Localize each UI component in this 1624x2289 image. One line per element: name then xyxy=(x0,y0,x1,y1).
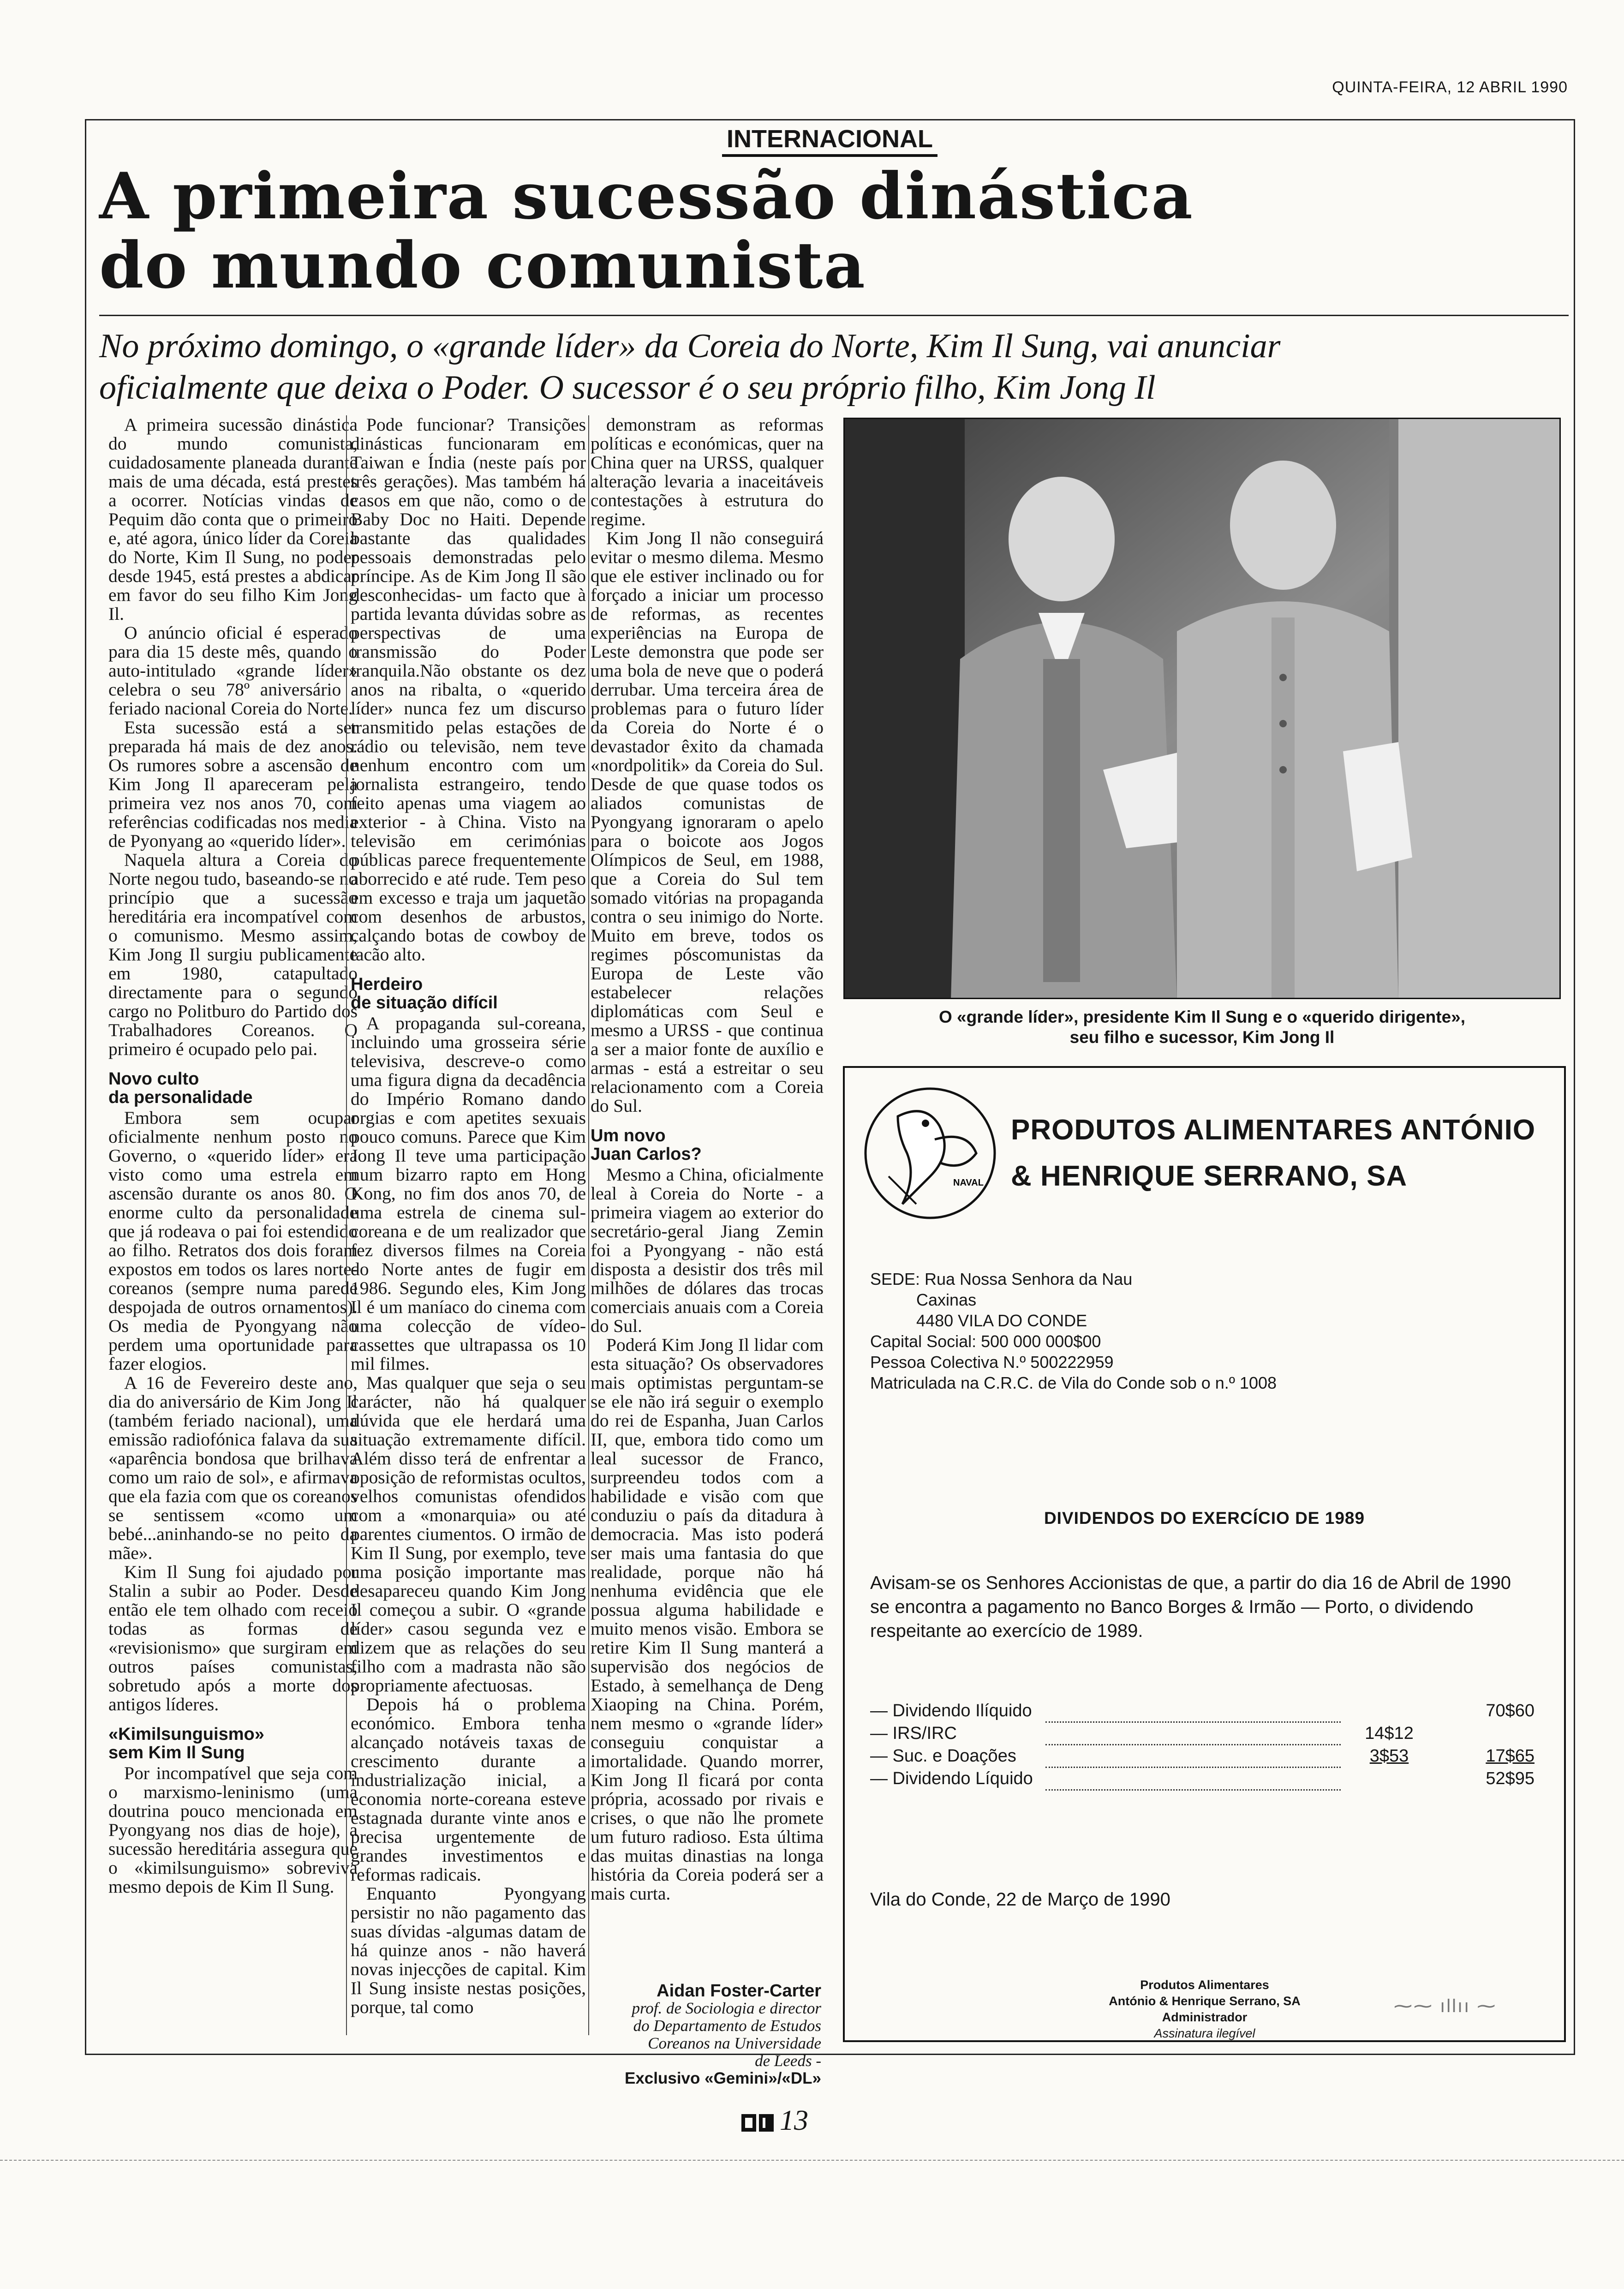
headline xyxy=(99,158,1437,303)
capital-line: Capital Social: 500 000 000$00 xyxy=(870,1332,1101,1351)
paragraph: A primeira sucessão dinástica do mundo comunista, cuidadosamente planeada durante mais de uma década, está prestes a ocorrer. Notícias vindas de Pequim dão conta que o primeiro e, até agora, único líder da Coreia do Norte, Kim Il Sung, no poder desde 1945, está prestes a abdicar em favor do seu filho Kim Jong Il. xyxy=(108,414,358,624)
paragraph: Esta sucessão está a ser preparada há mais de dez anos. Os rumores sobre a ascensão de Kim Jong Il apareceram pela primeira vez nos anos 70, com referências codificadas nos media de Pyonyang ao «querido líder». xyxy=(108,717,358,851)
company-name-line: & HENRIQUE SERRANO, SA xyxy=(1011,1160,1408,1192)
photo-illustration xyxy=(845,419,1561,999)
address-line: 4480 VILA DO CONDE xyxy=(870,1311,1087,1330)
bottom-rule xyxy=(0,2160,1624,2161)
dividend-table xyxy=(870,1700,1534,1791)
company-name-line: PRODUTOS ALIMENTARES ANTÓNIO xyxy=(1011,1114,1536,1146)
subheading-line: da personalidade xyxy=(108,1088,253,1107)
address-line: SEDE: Rua Nossa Senhora da Nau xyxy=(870,1270,1133,1288)
row-mid-value: 3$53 xyxy=(1369,1746,1409,1766)
caption-line: O «grande líder», presidente Kim Il Sung e o «querido dirigente», xyxy=(938,1007,1466,1026)
deck-line-1: No próximo domingo, o «grande líder» da Coreia do Norte, Kim Il Sung, vai anunciar xyxy=(99,327,1281,365)
company-address xyxy=(870,1269,1277,1393)
paragraph: A 16 de Fevereiro deste ano, dia do aniversário de Kim Jong Il (também feriado nacional), uma emissão radiofónica falava da sua «aparência bondosa que brilhava como um raio de sol», e afirmava que ela fazia com que os coreanos se sentissem «como um bebé...aninhando-se no peito da mãe». xyxy=(108,1372,358,1563)
byline-exclusive: Exclusivo «Gemini»/«DL» xyxy=(624,2069,821,2087)
subheading xyxy=(108,1725,358,1762)
subheading-line: Novo culto xyxy=(108,1069,199,1089)
headline-rule xyxy=(99,315,1569,316)
table-row xyxy=(870,1768,1534,1790)
newspaper-logo-icon xyxy=(740,2111,775,2134)
table-row xyxy=(870,1722,1534,1745)
headline-line-1: A primeira sucessão dinástica xyxy=(99,158,1194,234)
dividend-notice-ad xyxy=(843,1066,1566,2042)
byline-institution: Coreanos na Universidade xyxy=(648,2034,821,2052)
byline-author: Aidan Foster-Carter xyxy=(657,1981,821,2001)
paragraph: demonstram as reformas políticas e económicas, quer na China quer na URSS, qualquer alteração levaria a inaceitáveis contestações à estrutura do regime. xyxy=(591,414,824,529)
dividend-notice-text: Avisam-se os Senhores Accionistas de que, a partir do dia 16 de Abril de 1990 se encontra a pagamento no Banco Borges & Irmão — Porto, o dividendo respeitante ao exercício de 1989. xyxy=(870,1573,1511,1641)
byline-institution: de Leeds - xyxy=(755,2052,821,2070)
paragraph: A propaganda sul-coreana, incluindo uma grosseira série televisiva, descreve-o como uma figura digna da decadência do Império Romano dando orgias e com apetites sexuais pouco comuns. Parece que Kim Jong Il teve uma participação num bizarro rapto em Hong Kong, no fim dos anos 70, de uma estrela de cinema sul-coreana e de um realizador que fez diversos filmes na Coreia do Norte antes de fugir em 1986. Segundo eles, Kim Jong Il é um maníaco do cinema com uma colecção de vídeo-cassettes que ultrapassa os 10 mil filmes. xyxy=(351,1013,586,1374)
paragraph: Por incompatível que seja com o marxismo-leninismo (uma doutrina pouco mencionada em Pyongyang nos dias de hoje), a sucessão hereditária assegura que o «kimilsunguismo» sobreviva mesmo depois de Kim Il Sung. xyxy=(108,1763,358,1897)
article-photo xyxy=(843,418,1561,999)
company-name xyxy=(1011,1107,1535,1199)
row-value xyxy=(1438,1722,1534,1745)
deck-line-2: oficialmente que deixa o Poder. O sucessor é o seu próprio filho, Kim Jong Il xyxy=(99,369,1156,407)
leader-dots xyxy=(1045,1722,1341,1745)
table-row xyxy=(870,1700,1534,1722)
column-divider xyxy=(346,415,347,2035)
signature-line: António & Henrique Serrano, SA xyxy=(1109,1994,1301,2008)
article-column-2 xyxy=(351,415,586,2017)
leader-dots xyxy=(1045,1700,1341,1722)
row-label: — IRS/IRC xyxy=(870,1723,957,1743)
paragraph: Naquela altura a Coreia do Norte negou tudo, baseando-se no princípio que a sucessão hereditária era incompatível com o comunismo. Mesmo assim, Kim Jong Il surgiu publicamente em 1980, catapultado directamente para o segundo cargo no Politburo do Partido dos Trabalhadores Coreanos. O primeiro é ocupado pelo pai. xyxy=(108,850,358,1059)
signature-block xyxy=(1043,1977,1366,2042)
row-value: 17$65 xyxy=(1486,1746,1534,1766)
signature-role: Administrador xyxy=(1162,2010,1248,2024)
row-mid-value: 14$12 xyxy=(1365,1723,1414,1743)
byline-institution: do Departamento de Estudos xyxy=(633,2017,821,2035)
caption-line: seu filho e sucessor, Kim Jong Il xyxy=(1069,1028,1335,1047)
subheading xyxy=(108,1070,358,1107)
byline xyxy=(595,1982,821,2087)
subheading-line: de situação difícil xyxy=(351,993,498,1013)
paragraph: Mesmo a China, oficialmente leal à Coreia do Norte - a primeira viagem ao exterior do secretário-geral Jiang Zemin foi a Pyongyang - não está disposta a desistir dos três mil milhões de dólares das trocas comerciais anuais com a Coreia do Sul. xyxy=(591,1164,824,1336)
paragraph: Pode funcionar? Transições dinásticas funcionaram em Taiwan e Índia (neste país por três gerações). Mas também há casos em que não, como o de Baby Doc no Haiti. Depende bastante das qualidades pessoais demonstradas pelo príncipe. As de Kim Jong Il são desconhecidas- um facto que à partida levanta dúvidas sobre as perspectivas de uma transmissão do Poder tranquila.Não obstante os dez anos na ribalta, o «querido líder» nunca fez um discurso transmitido pelas estações de rádio ou televisão, nem teve nenhum encontro com um jornalista estrangeiro, tendo feito apenas uma viagem ao exterior - à China. Visto na televisão em cerimónias públicas parece frequentemente aborrecido e até rude. Tem peso em excesso e traja um jaquetão com desenhos de arbustos, calçando botas de cowboy de tacão alto. xyxy=(351,414,586,965)
subheading-line: Um novo xyxy=(591,1126,666,1145)
logo-text: NAVAL xyxy=(953,1178,984,1188)
place-date: Vila do Conde, 22 de Março de 1990 xyxy=(870,1889,1170,1910)
column-divider xyxy=(588,415,589,2035)
handwritten-signature: ⁓⁓ ıllıı ⁓ xyxy=(1394,1996,1497,2016)
subheading-line: Herdeiro xyxy=(351,975,423,994)
article-column-1 xyxy=(108,415,358,1896)
table-row xyxy=(870,1745,1534,1768)
section-label: INTERNACIONAL xyxy=(722,125,937,157)
company-logo xyxy=(861,1084,999,1222)
signature-line: Produtos Alimentares xyxy=(1140,1978,1269,1992)
paragraph: Enquanto Pyongyang persistir no não pagamento das suas dívidas -algumas datam de há quinze anos - não haverá novas injecções de capital. Kim Il Sung insiste nestas posições, porque, tal como xyxy=(351,1883,586,2017)
photo-caption xyxy=(843,1007,1561,1048)
nif-line: Pessoa Colectiva N.º 500222959 xyxy=(870,1353,1114,1372)
leader-dots xyxy=(1045,1768,1341,1790)
signature-note: Assinatura ilegível xyxy=(1154,2026,1255,2040)
subheading-line: sem Kim Il Sung xyxy=(108,1743,245,1762)
paragraph: Embora sem ocupar oficialmente nenhum posto no Governo, o «querido líder» era visto como uma estrela em ascensão durante os anos 80. O enorme culto da personalidade que já rodeava o pai foi estendido ao filho. Retratos dos dois foram expostos em todos os lares norte-coreanos (sempre numa parede despojada de outros ornamentos). Os media de Pyongyang não perdem uma oportunidade para fazer elogios. xyxy=(108,1108,358,1374)
row-mid-value xyxy=(1341,1700,1438,1722)
dividend-heading: DIVIDENDOS DO EXERCÍCIO DE 1989 xyxy=(1044,1509,1365,1528)
row-label: — Dividendo Líquido xyxy=(870,1768,1033,1788)
paragraph: O anúncio oficial é esperado para dia 15 deste mês, quando o auto-intitulado «grande líder» celebra o seu 78º aniversário - feriado nacional Coreia do Norte. xyxy=(108,623,358,719)
page-number: 13 xyxy=(780,2105,808,2136)
row-value: 52$95 xyxy=(1486,1768,1534,1788)
deck xyxy=(99,325,1566,408)
fish-logo-icon xyxy=(861,1084,999,1222)
paragraph: Poderá Kim Jong Il lidar com esta situação? Os observadores mais optimistas perguntam-se se ele não irá seguir o exemplo do rei de Espanha, Juan Carlos II, que, embora tido como um leal sucessor de Franco, surpreendeu todos com a habilidade e visão com que conduziu o país da ditadura à democracia. Mas isto poderá ser mais uma fantasia do que realidade, porque não há nenhuma evidência que ele possua alguma habilidade e muito menos visão. Embora se retire Kim Il Sung manterá a supervisão dos negócios de Estado, à semelhança de Deng Xiaoping na China. Porém, nem mesmo o «grande líder» conseguiu conquistar a imortalidade. Quando morrer, Kim Jong Il ficará por conta própria, acossado por rivais e crises, o que não lhe promete um futuro radioso. Esta última das muitas dinastias na longa história da Coreia poderá ser a mais curta. xyxy=(591,1335,824,1904)
subheading-line: «Kimilsunguismo» xyxy=(108,1725,264,1744)
address-line: Caxinas xyxy=(870,1290,977,1309)
paragraph: Kim Il Sung foi ajudado por Stalin a subir ao Poder. Desde então ele tem olhado com receio todas as formas de «revisionismo» que surgiram em outros países comunistas, sobretudo após a morte dos antigos líderes. xyxy=(108,1562,358,1714)
subheading xyxy=(591,1127,824,1163)
registration-line: Matriculada na C.R.C. de Vila do Conde sob o n.º 1008 xyxy=(870,1373,1277,1392)
row-mid-value xyxy=(1341,1768,1438,1790)
article-column-3 xyxy=(591,415,824,1903)
row-value: 70$60 xyxy=(1486,1701,1534,1721)
headline-line-2: do mundo comunista xyxy=(99,228,866,303)
paragraph: Depois há o problema económico. Embora tenha alcançado notáveis taxas de crescimento durante a industrialização inicial, a economia norte-coreana esteve estagnada durante vinte anos e precisa urgentemente de grandes investimentos e reformas radicais. xyxy=(351,1694,586,1885)
issue-date: QUINTA-FEIRA, 12 ABRIL 1990 xyxy=(1332,78,1568,96)
row-label: — Dividendo Ilíquido xyxy=(870,1701,1032,1721)
subheading-line: Juan Carlos? xyxy=(591,1144,702,1164)
row-label: — Suc. e Doações xyxy=(870,1746,1016,1766)
byline-institution: prof. de Sociologia e director xyxy=(632,1999,821,2017)
paragraph: Kim Jong Il não conseguirá evitar o mesmo dilema. Mesmo que ele estiver inclinado ou for forçado a iniciar um processo de reformas, as recentes experiências na Europa de Leste demonstra que pode ser uma bola de neve que o poderá derrubar. Uma terceira área de problemas para o futuro líder da Coreia do Norte é o devastador êxito da chamada «nordpolitik» da Coreia do Sul. Desde de que quase todos os aliados comunistas de Pyongyang ignoraram o apelo para o boicote aos Jogos Olímpicos de Seul, em 1988, que a Coreia do Sul tem somado vitórias na propaganda contra o seu inimigo do Norte. Muito em breve, todos os regimes póscomunistas da Europa de Leste vão estabelecer relações diplomáticas com Seul e mesmo a URSS - que continua a ser a maior fonte de auxílio e armas - está a estreitar o seu relacionamento com a Coreia do Sul. xyxy=(591,528,824,1116)
subheading xyxy=(351,975,586,1012)
paragraph: Mas qualquer que seja o seu carácter, não há qualquer dúvida que ele herdará uma situação extremamente difícil. Além disso terá de enfrentar a oposição de reformistas ocultos, velhos comunistas ofendidos com a «monarquia» ou até parentes ciumentos. O irmão de Kim Il Sung, por exemplo, teve uma posição importante mas desapareceu quando Kim Jong Il começou a subir. O «grande líder» casou segunda vez e dizem que as relações do seu filho com a madrasta não são propriamente afectuosas. xyxy=(351,1372,586,1696)
leader-dots xyxy=(1045,1745,1341,1768)
